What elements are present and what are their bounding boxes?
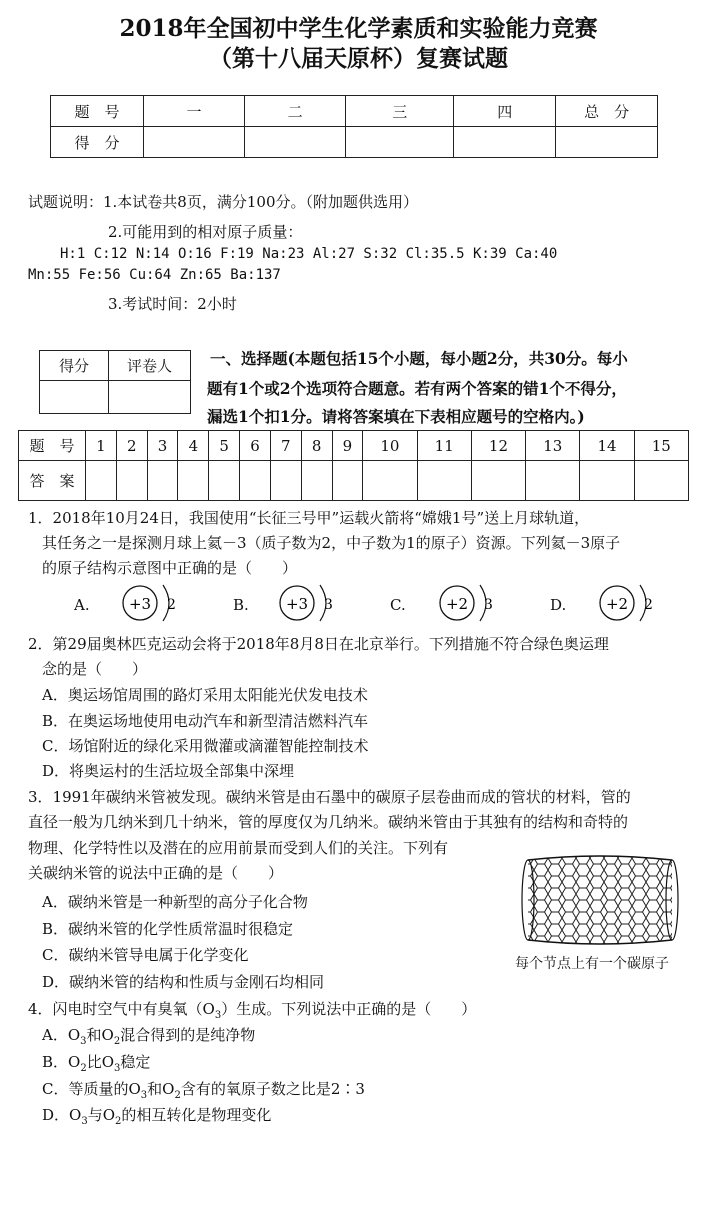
question-number: 14 <box>580 431 634 461</box>
nanotube-caption: 每个节点上有一个碳原子 <box>515 956 669 972</box>
q3-stem-line2: 直径一般为几纳米到几十纳米，管的厚度仅为几纳米。碳纳米管由于其独有的结构和奇特的 <box>28 813 629 831</box>
q1-option-a-letter[interactable]: A. <box>74 596 90 614</box>
score-table-cell: 二 <box>245 96 346 127</box>
electron-count: 3 <box>324 597 333 613</box>
q3-stem-line3: 物理、化学特性以及潜在的应用前景而受到人们的关注。下列有 <box>28 839 449 857</box>
question-number: 7 <box>270 431 301 461</box>
q2-stem-line2: 念的是（ ） <box>42 660 148 678</box>
score-table-cell: 三 <box>346 96 454 127</box>
q3-option-c[interactable]: C．碳纳米管导电属于化学变化 <box>42 946 249 964</box>
q4-sub: 3 <box>114 1063 121 1074</box>
score-table-cell: 题 号 <box>51 96 144 127</box>
question-number: 2 <box>116 431 147 461</box>
answer-cell[interactable] <box>240 461 271 501</box>
q4-a-mid: 和O <box>86 1026 114 1044</box>
q4-option-c[interactable] <box>42 1078 365 1101</box>
question-number: 9 <box>332 431 363 461</box>
q4-a-post: 混合得到的是纯净物 <box>120 1026 256 1044</box>
nucleus-charge: +2 <box>605 595 629 613</box>
question-number: 11 <box>417 431 471 461</box>
question-number: 15 <box>634 431 688 461</box>
q4-c-post: 含有的氧原子数之比是2∶3 <box>180 1080 365 1098</box>
grader-score-input[interactable] <box>40 381 109 414</box>
question-number: 13 <box>526 431 580 461</box>
section1-line2: 题有1个或2个选项符合题意。若有两个答案的错1个不得分， <box>207 379 627 398</box>
nucleus-charge: +3 <box>285 595 309 613</box>
q4-stem <box>28 998 476 1021</box>
q4-sub: 3 <box>80 1036 87 1047</box>
score-table-cell: 总 分 <box>556 96 658 127</box>
q4-d-pre: D．O <box>42 1106 82 1124</box>
q4-sub: 3 <box>140 1090 148 1101</box>
answer-cell[interactable] <box>363 461 417 501</box>
grader-reviewer-input[interactable] <box>109 381 191 414</box>
question-number: 3 <box>147 431 178 461</box>
q1-option-d-letter[interactable]: D. <box>550 596 567 614</box>
q4-c-mid: 和O <box>147 1080 175 1098</box>
q2-stem-line1: 2．第29届奥林匹克运动会将于2018年8月8日在北京举行。下列措施不符合绿色奥运理 <box>28 635 609 653</box>
score-table-cell: 一 <box>143 96 244 127</box>
answer-cell[interactable] <box>178 461 209 501</box>
question-number: 10 <box>363 431 417 461</box>
nucleus-charge: +3 <box>128 595 152 613</box>
q3-option-d[interactable]: D．碳纳米管的结构和性质与金刚石均相同 <box>42 973 325 991</box>
electron-count: 2 <box>644 597 653 613</box>
answer-cell[interactable] <box>116 461 147 501</box>
exam-title-line1: 2018年全国初中学生化学素质和实验能力竞赛 <box>119 15 598 42</box>
question-number: 8 <box>301 431 332 461</box>
score-table-cell: 四 <box>454 96 556 127</box>
atom-diagram-d <box>592 582 662 626</box>
q3-option-a[interactable]: A．碳纳米管是一种新型的高分子化合物 <box>42 893 308 911</box>
section1-line1: 一、选择题(本题包括15个小题，每小题2分，共30分。每小 <box>210 349 628 368</box>
q4-c-pre: C．等质量的O <box>42 1080 141 1098</box>
answer-cell[interactable] <box>526 461 580 501</box>
answer-table-label: 题 号 <box>19 431 86 461</box>
score-input-cell[interactable] <box>346 127 454 158</box>
carbon-nanotube-figure <box>520 852 680 948</box>
q4-a-pre: A．O <box>42 1026 81 1044</box>
instructions-line1: 试题说明：1.本试卷共8页，满分100分。（附加题供选用） <box>28 193 418 211</box>
q4-b-pre: B．O <box>42 1053 81 1071</box>
question-number: 4 <box>178 431 209 461</box>
q4-stem-post: ）生成。下列说法中正确的是（ ） <box>221 1000 477 1018</box>
q4-option-a[interactable] <box>42 1024 255 1047</box>
answer-cell[interactable] <box>471 461 525 501</box>
atomic-masses-line2: Mn:55 Fe:56 Cu:64 Zn:65 Ba:137 <box>28 267 281 283</box>
instructions-line2: 2.可能用到的相对原子质量： <box>108 223 303 241</box>
q4-b-mid: 比O <box>86 1053 115 1071</box>
q4-sub: 2 <box>113 1036 121 1047</box>
score-input-cell[interactable] <box>556 127 658 158</box>
question-number: 6 <box>240 431 271 461</box>
q4-d-post: 的相互转化是物理变化 <box>121 1106 272 1124</box>
q2-option-a[interactable]: A．奥运场馆周围的路灯采用太阳能光伏发电技术 <box>42 686 368 704</box>
instructions-line3: 3.考试时间：2小时 <box>108 295 237 313</box>
answer-cell[interactable] <box>147 461 178 501</box>
q3-option-b[interactable]: B．碳纳米管的化学性质常温时很稳定 <box>42 920 294 938</box>
question-number: 5 <box>209 431 240 461</box>
q1-option-c-letter[interactable]: C. <box>390 596 406 614</box>
q1-stem-line1: 1．2018年10月24日，我国使用“长征三号甲”运载火箭将“嫦娥1号”送上月球轨道， <box>28 509 590 527</box>
answer-cell[interactable] <box>580 461 634 501</box>
score-input-cell[interactable] <box>245 127 346 158</box>
q4-d-mid: 与O <box>87 1106 116 1124</box>
q2-option-c[interactable]: C．场馆附近的绿化采用微灌或滴灌智能控制技术 <box>42 737 369 755</box>
atom-diagram-b <box>272 582 342 626</box>
q4-sub: 2 <box>80 1063 87 1074</box>
grader-reviewer-label: 评卷人 <box>109 351 191 381</box>
q4-sub: 2 <box>115 1116 122 1127</box>
question-number: 1 <box>86 431 117 461</box>
q4-sub: 3 <box>214 1010 222 1021</box>
answer-table-label: 答 案 <box>19 461 86 501</box>
nucleus-charge: +2 <box>445 595 469 613</box>
q4-sub: 3 <box>81 1116 88 1127</box>
grader-box <box>39 350 191 414</box>
q1-option-b-letter[interactable]: B. <box>233 596 249 614</box>
q4-option-b[interactable] <box>42 1051 150 1074</box>
answer-cell[interactable] <box>86 461 117 501</box>
answer-cell[interactable] <box>417 461 471 501</box>
answer-cell[interactable] <box>301 461 332 501</box>
q4-sub: 2 <box>174 1090 181 1101</box>
q3-stem-line4: 关碳纳米管的说法中正确的是（ ） <box>28 864 284 882</box>
q3-stem-line1: 3．1991年碳纳米管被发现。碳纳米管是由石墨中的碳原子层卷曲而成的管状的材料，管的 <box>28 788 631 806</box>
answer-cell[interactable] <box>332 461 363 501</box>
answer-cell[interactable] <box>634 461 688 501</box>
electron-count: 3 <box>484 597 493 613</box>
question-number: 12 <box>471 431 525 461</box>
score-table <box>50 95 658 158</box>
answer-cell[interactable] <box>209 461 240 501</box>
q4-option-d[interactable] <box>42 1104 271 1127</box>
q4-stem-pre: 4．闪电时空气中有臭氧（O <box>28 1000 215 1018</box>
exam-title-line2: （第十八届天原杯）复赛试题 <box>209 45 508 72</box>
atomic-masses-line1: H:1 C:12 N:14 O:16 F:19 Na:23 Al:27 S:32 Cl:35.5 K:39 Ca:40 <box>60 246 558 262</box>
score-input-cell[interactable] <box>454 127 556 158</box>
q2-option-b[interactable]: B．在奥运场地使用电动汽车和新型清洁燃料汽车 <box>42 712 369 730</box>
atom-diagram-a <box>115 582 185 626</box>
score-table-cell: 得 分 <box>51 127 144 158</box>
section1-line3: 漏选1个扣1分。请将答案填在下表相应题号的空格内。) <box>207 407 585 426</box>
q2-option-d[interactable]: D．将奥运村的生活垃圾全部集中深埋 <box>42 762 295 780</box>
electron-count: 2 <box>167 597 176 613</box>
answer-cell[interactable] <box>270 461 301 501</box>
grader-score-label: 得分 <box>40 351 109 381</box>
q4-b-post: 稳定 <box>120 1053 151 1071</box>
answer-table <box>18 430 689 501</box>
score-input-cell[interactable] <box>143 127 244 158</box>
q1-stem-line2: 其任务之一是探测月球上氦－3（质子数为2，中子数为1的原子）资源。下列氦－3原子 <box>42 534 621 552</box>
q1-stem-line3: 的原子结构示意图中正确的是（ ） <box>42 559 298 577</box>
atom-diagram-c <box>432 582 502 626</box>
